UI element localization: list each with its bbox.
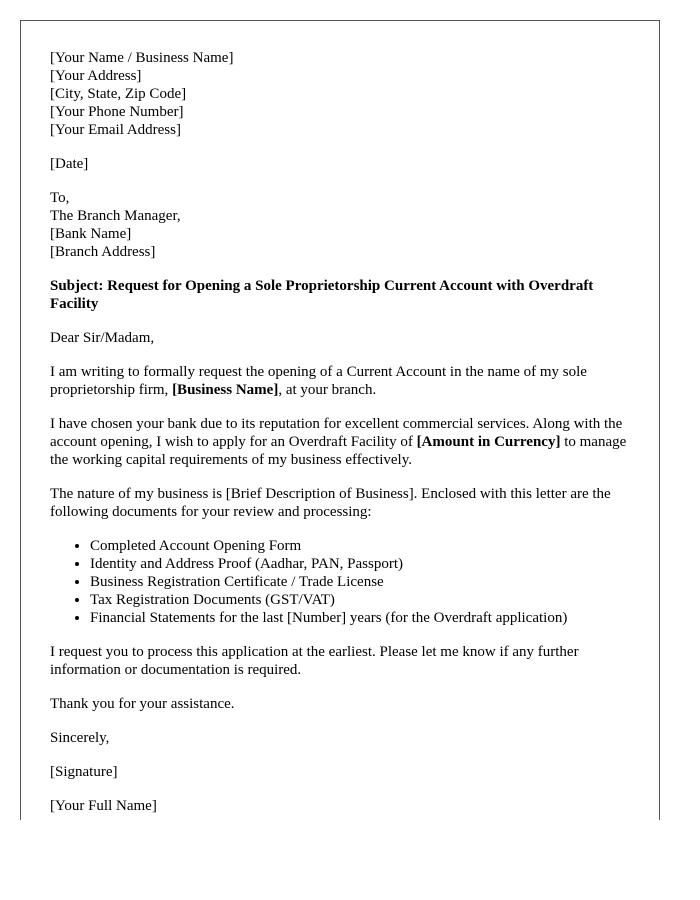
sender-city-state-zip: [City, State, Zip Code] [50,86,187,102]
list-item: • Business Registration Certificate / Trade License [90,573,640,591]
thanks-line: Thank you for your assistance. [50,696,235,712]
letter-page [20,20,660,820]
paragraph-1 [50,363,640,399]
sender-email: [Your Email Address] [50,122,181,138]
sender-phone: [Your Phone Number] [50,104,184,120]
recipient-to: To, [50,190,70,206]
date-block [50,155,640,173]
sender-name: [Your Name / Business Name] [50,50,234,66]
full-name-placeholder: [Your Full Name] [50,798,157,814]
paragraph-1-text-before: I am writing to formally request the opening of a Current Account in the name of my sole proprietorship firm, [50,364,587,398]
paragraph-2 [50,415,640,469]
business-name-placeholder: [Business Name] [172,382,279,398]
recipient-block [50,189,640,261]
signature-placeholder: [Signature] [50,764,118,780]
letter-date: [Date] [50,156,89,172]
salutation: Dear Sir/Madam, [50,330,155,346]
list-item: • Identity and Address Proof (Aadhar, PAN, Passport) [90,555,640,573]
paragraph-3: The nature of my business is [Brief Description of Business]. Enclosed with this letter are the following documents for your review and processing: [50,486,611,520]
closing-line: Sincerely, [50,730,110,746]
paragraph-2-text-before: I have chosen your bank due to its reputation for excellent commercial services. Along with the account opening, I wish to apply for an Overdraft Facility of [50,416,623,450]
list-item: • Financial Statements for the last [Number] years (for the Overdraft application) [90,609,640,627]
list-item: • Completed Account Opening Form [90,537,640,555]
letter-subject: Subject: Request for Opening a Sole Proprietorship Current Account with Overdraft Facility [50,278,594,312]
paragraph-1-text-after: , at your branch. [278,382,377,398]
letter-content [50,49,640,820]
sender-block [50,49,640,139]
sender-address: [Your Address] [50,68,142,84]
recipient-title: The Branch Manager, [50,208,181,224]
paragraph-4: I request you to process this application at the earliest. Please let me know if any further information or documentation is required. [50,644,579,678]
documents-list [50,537,640,627]
paragraph-2-text-after: to manage the working capital requirements of my business effectively. [50,434,627,468]
recipient-branch-address: [Branch Address] [50,244,156,260]
recipient-bank-name: [Bank Name] [50,226,132,242]
list-item: • Tax Registration Documents (GST/VAT) [90,591,640,609]
amount-placeholder: [Amount in Currency] [416,434,561,450]
